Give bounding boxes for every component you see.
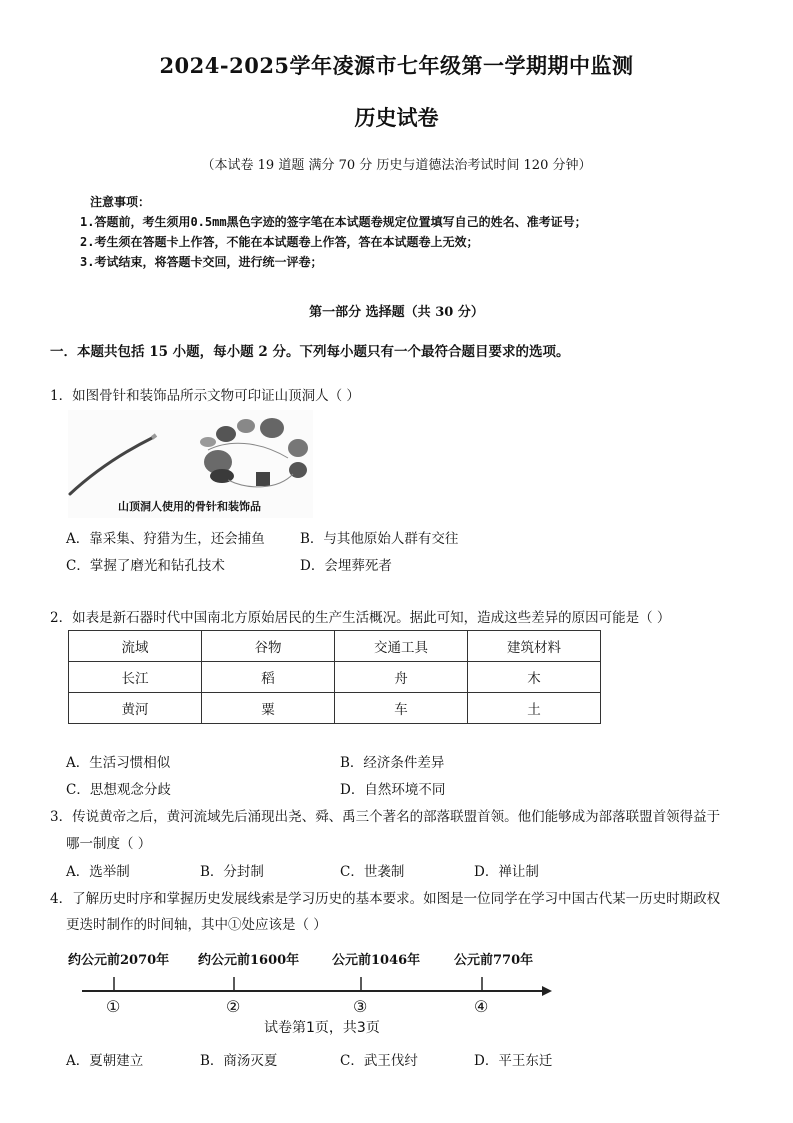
table-cell: 长江 <box>69 662 202 693</box>
table-cell: 稻 <box>202 662 335 693</box>
notes-heading: 注意事项： <box>90 195 151 209</box>
table-cell: 土 <box>468 693 601 724</box>
q1-figure <box>68 410 313 518</box>
notes-item-1: 1.答题前，考生须用0.5mm黑色字迹的签字笔在本试题卷规定位置填写自己的姓名、准考证号； <box>80 215 587 229</box>
q3-option-b: B．分封制 <box>200 864 264 880</box>
timeline-label-3: 公元前1046年 <box>332 953 421 968</box>
q2-stem: 2．如表是新石器时代中国南北方原始居民的生产生活概况。据此可知，造成这些差异的原因可能是（ ） <box>50 610 671 626</box>
table-cell: 车 <box>335 693 468 724</box>
exam-subtitle: 历史试卷 <box>354 105 439 130</box>
q3-stem-line1: 3．传说黄帝之后，黄河流域先后涌现出尧、舜、禹三个著名的部落联盟首领。他们能够成为部落联盟首领得益于 <box>50 809 721 825</box>
q1-caption: 山顶洞人使用的骨针和装饰品 <box>118 500 261 513</box>
table-header-row <box>69 631 601 662</box>
table-cell: 木 <box>468 662 601 693</box>
q1-stem: 1．如图骨针和装饰品所示文物可印证山顶洞人（ ） <box>50 388 360 404</box>
table-header-cell: 谷物 <box>202 631 335 662</box>
table-cell: 黄河 <box>69 693 202 724</box>
table-cell: 粟 <box>202 693 335 724</box>
timeline-marker-4: ④ <box>474 997 489 1016</box>
timeline-marker-1: ① <box>106 997 121 1016</box>
table-row <box>69 662 601 693</box>
timeline-marker-3: ③ <box>353 997 368 1016</box>
timeline-label-4: 公元前770年 <box>454 953 534 968</box>
q2-option-b: B．经济条件差异 <box>340 755 445 771</box>
notes-block <box>80 192 587 272</box>
q1-option-b: B．与其他原始人群有交往 <box>300 531 459 547</box>
q3-option-a: A．选举制 <box>66 864 130 880</box>
page-footer: 试卷第1页，共3页 <box>264 1020 380 1036</box>
part-title: 第一部分 选择题（共 30 分） <box>309 305 484 320</box>
q2-option-d: D．自然环境不同 <box>340 782 446 798</box>
table-header-cell: 建筑材料 <box>468 631 601 662</box>
q4-option-c: C．武王伐纣 <box>340 1053 418 1069</box>
timeline-label-2: 约公元前1600年 <box>198 953 300 968</box>
q4-stem-line1: 4．了解历史时序和掌握历史发展线索是学习历史的基本要求。如图是一位同学在学习中国古代某一历史时期政权 <box>50 891 721 907</box>
q1-option-d: D．会埋葬死者 <box>300 558 392 574</box>
timeline-marker-2: ② <box>226 997 241 1016</box>
section-title: 一．本题共包括 15 小题，每小题 2 分。下列每小题只有一个最符合题目要求的选项。 <box>50 344 570 360</box>
timeline-label-1: 约公元前2070年 <box>68 953 170 968</box>
q4-option-a: A．夏朝建立 <box>66 1053 144 1069</box>
q4-option-d: D．平王东迁 <box>474 1053 553 1069</box>
notes-item-2: 2.考生须在答题卡上作答，不能在本试题卷上作答，答在本试题卷上无效； <box>80 235 479 249</box>
q3-option-d: D．禅让制 <box>474 864 539 880</box>
exam-info: （本试卷 19 道题 满分 70 分 历史与道德法治考试时间 120 分钟） <box>201 158 592 173</box>
q4-stem-line2: 更迭时制作的时间轴，其中①处应该是（ ） <box>66 917 327 933</box>
exam-title: 2024-2025学年凌源市七年级第一学期期中监测 <box>159 53 634 78</box>
table-row <box>69 693 601 724</box>
q4-timeline <box>68 945 558 1040</box>
q3-stem-line2: 哪一制度（ ） <box>66 836 152 852</box>
q1-option-c: C．掌握了磨光和钻孔技术 <box>66 558 225 574</box>
notes-item-3: 3.考试结束，将答题卡交回，进行统一评卷； <box>80 255 323 269</box>
q4-option-b: B．商汤灭夏 <box>200 1053 278 1069</box>
q2-option-a: A．生活习惯相似 <box>66 755 171 771</box>
table-cell: 舟 <box>335 662 468 693</box>
table-header-cell: 交通工具 <box>335 631 468 662</box>
q2-option-c: C．思想观念分歧 <box>66 782 171 798</box>
table-header-cell: 流域 <box>69 631 202 662</box>
q1-option-a: A．靠采集、狩猎为生，还会捕鱼 <box>66 531 265 547</box>
q3-option-c: C．世袭制 <box>340 864 405 880</box>
q2-table <box>68 630 601 724</box>
